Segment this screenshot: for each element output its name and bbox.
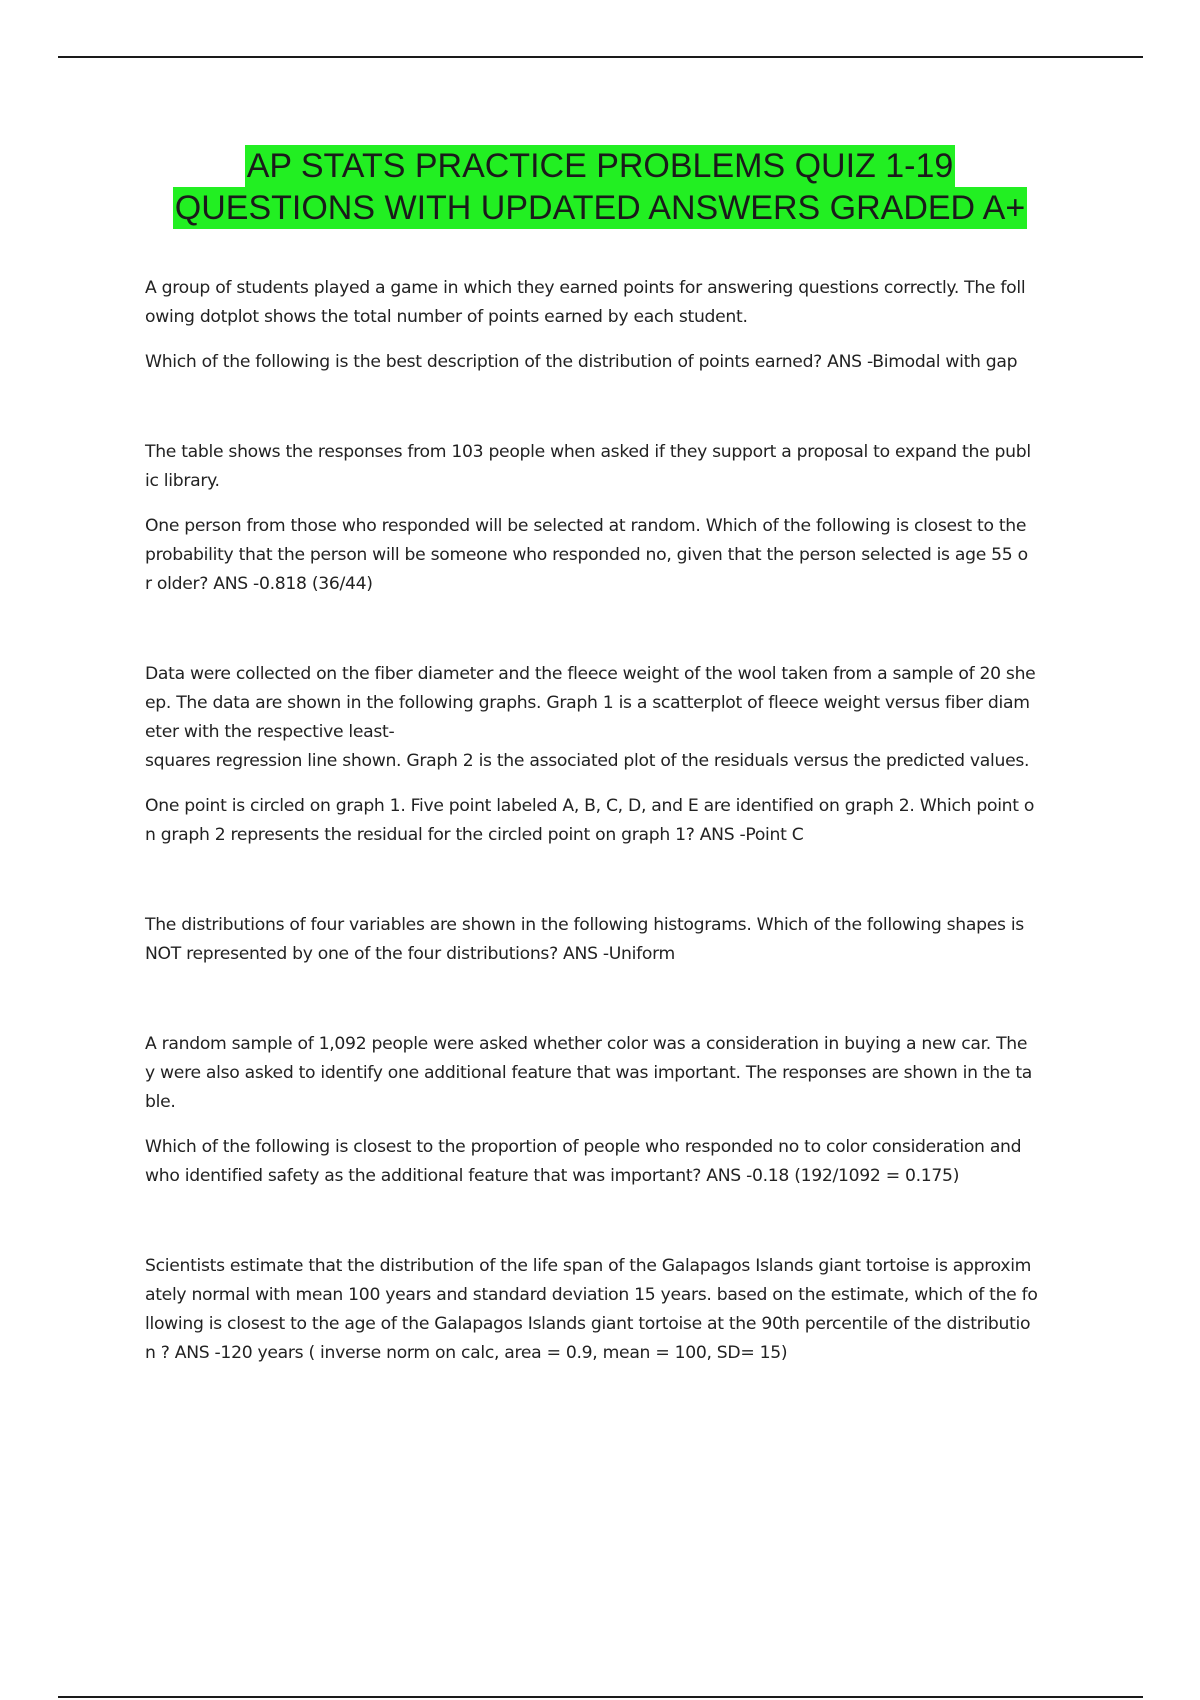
question-3: Data were collected on the fiber diameter and the fleece weight of the wool taken from a sample of 20 she ep. The data are shown in the following graphs. Graph 1 is a scatterplot of fleece weight versus fiber diam eter with the respective least- squares regression line shown. Graph 2 is the associated plot of the residuals versus the predicted values. [145,664,1036,771]
bottom-rule [58,1696,1143,1698]
document-body [145,274,1095,1429]
question-6: Scientists estimate that the distribution of the life span of the Galapagos Islands giant tortoise is approxim ately normal with mean 100 years and standard deviation 15 years. based on the estimate, which of the fo llowing is closest to the age of the Galapagos Islands giant tortoise at the 90th percentile of the distributio n ? ANS -120 years ( inverse norm on calc, area = 0.9, mean = 100, SD= 15) [145,1256,1038,1363]
question-4: The distributions of four variables are shown in the following histograms. Which of the following shapes is NOT represented by one of the four distributions? ANS -Uniform [145,915,1024,964]
document-title [0,145,1200,229]
answer-5: Which of the following is closest to the proportion of people who responded no to color consideration and who identified safety as the additional feature that was important? ANS -0.18 (192/1092 = 0.175) [145,1137,1022,1186]
question-5: A random sample of 1,092 people were asked whether color was a consideration in buying a new car. The y were also asked to identify one additional feature that was important. The responses are shown in the ta ble. [145,1034,1033,1112]
title-line-2: QUESTIONS WITH UPDATED ANSWERS GRADED A+ [174,189,1026,227]
answer-2: One person from those who responded will be selected at random. Which of the following is closest to the probability that the person will be someone who responded no, given that the person selected is age 55 o r older? ANS -0.818 (36/44) [145,516,1028,594]
title-line-1: AP STATS PRACTICE PROBLEMS QUIZ 1-19 [246,147,954,185]
top-rule [58,56,1143,58]
answer-3: One point is circled on graph 1. Five point labeled A, B, C, D, and E are identified on graph 2. Which point o n graph 2 represents the residual for the circled point on graph 1? ANS -Point C [145,796,1035,845]
question-1: A group of students played a game in which they earned points for answering questions correctly. The foll owing dotplot shows the total number of points earned by each student. [145,278,1026,327]
question-2: The table shows the responses from 103 people when asked if they support a proposal to expand the publ ic library. [145,442,1031,491]
answer-1: Which of the following is the best description of the distribution of points earned? ANS -Bimodal with gap [145,352,1018,372]
